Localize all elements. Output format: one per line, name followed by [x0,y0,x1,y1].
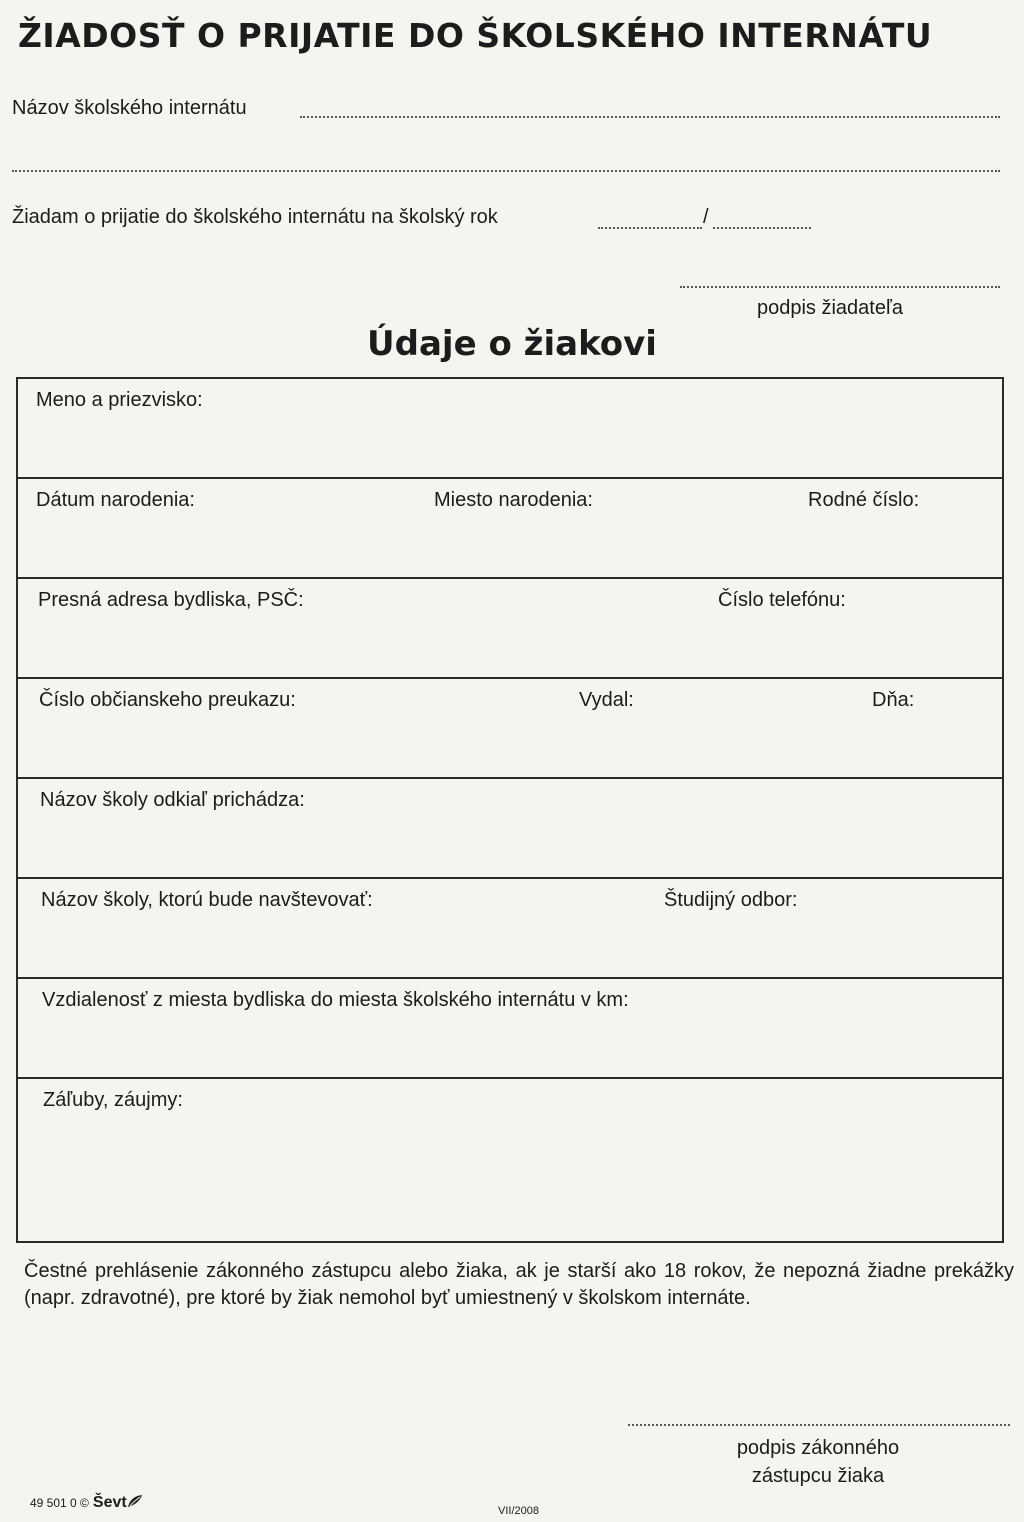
issued-on-label: Dňa: [872,689,915,711]
internat-name-field-2[interactable] [12,170,1000,172]
applicant-signature-label: podpis žiadateľa [757,297,903,319]
row-distance[interactable] [18,979,1002,1079]
phone-label: Číslo telefónu: [718,589,846,611]
internat-name-label: Názov školského internátu [12,97,247,119]
applicant-signature-field[interactable] [680,286,1000,288]
year-separator: / [703,206,709,228]
address-label: Presná adresa bydliska, PSČ: [38,589,304,611]
school-year-from-field[interactable] [598,227,702,229]
name-label: Meno a priezvisko: [36,389,203,411]
row-previous-school[interactable] [18,779,1002,879]
new-school-label: Názov školy, ktorú bude navštevovať: [41,889,373,911]
row-id-card[interactable] [18,679,1002,779]
birth-number-label: Rodné číslo: [808,489,920,511]
row-address[interactable] [18,579,1002,679]
request-line: Žiadam o prijatie do školského internátu na školský rok [12,206,498,228]
school-year-to-field[interactable] [713,227,811,229]
previous-school-label: Názov školy odkiaľ prichádza: [40,789,305,811]
student-data-table [16,377,1004,1243]
birth-date-label: Dátum narodenia: [36,489,195,511]
internat-name-field[interactable] [300,116,1000,118]
guardian-signature-label [700,1434,936,1490]
form-code: 49 501 0 © [30,1496,89,1510]
issued-by-label: Vydal: [579,689,634,711]
study-field-label: Študijný odbor: [664,889,798,911]
birth-place-label: Miesto narodenia: [434,489,593,511]
row-new-school[interactable] [18,879,1002,979]
distance-label: Vzdialenosť z miesta bydliska do miesta školského internátu v km: [42,989,629,1011]
form-title: ŽIADOSŤ O PRIJATIE DO ŠKOLSKÉHO INTERNÁTU [18,16,933,55]
leaf-icon [127,1496,143,1510]
guardian-signature-field[interactable] [628,1424,1010,1426]
row-name[interactable] [18,379,1002,479]
row-birth[interactable] [18,479,1002,579]
section-title: Údaje o žiakovi [367,324,657,364]
row-hobbies[interactable] [18,1079,1002,1241]
id-card-label: Číslo občianskeho preukazu: [39,689,296,711]
guardian-signature-line1: podpis zákonného [736,1437,900,1459]
declaration-text: Čestné prehlásenie zákonného zástupcu alebo žiaka, ak je starší ako 18 rokov, že nepozná žiadne prekážky (napr. zdravotné), pre ktoré by žiak nemohol byť umiestnený v školskom internáte. [24,1260,1014,1309]
guardian-signature-line2: zástupcu žiaka [751,1465,885,1487]
hobbies-label: Záľuby, záujmy: [43,1089,183,1111]
footer-code [30,1494,143,1512]
form-version-date: VII/2008 [498,1505,539,1517]
publisher-logo: Ševt [92,1494,127,1511]
